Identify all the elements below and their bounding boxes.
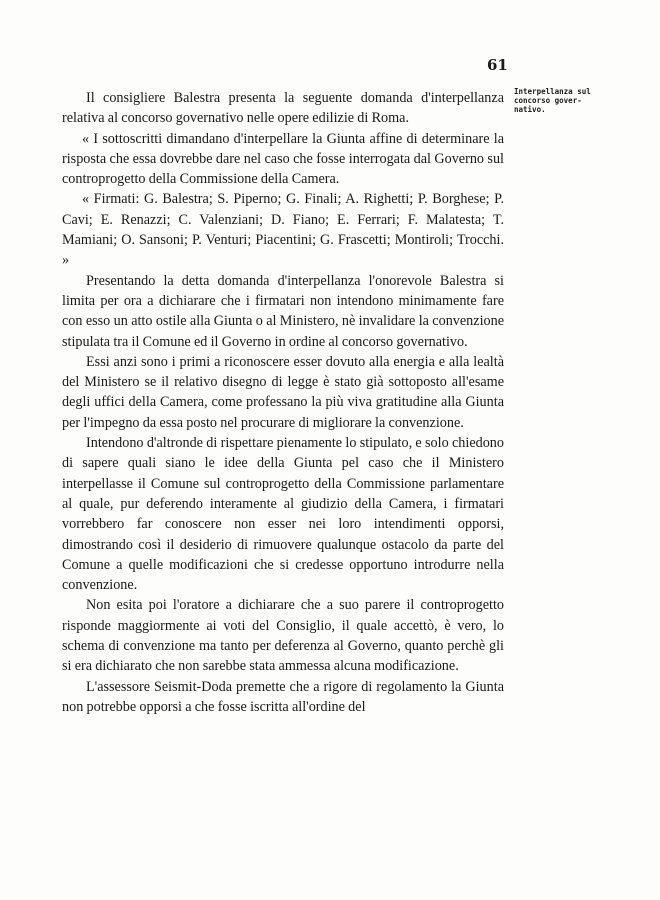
body-text [62, 88, 504, 717]
paragraph-orator-opinion: Non esita poi l'oratore a dichiarare che a suo parere il controprogetto risponde maggiormente ai voti del Consiglio, il quale accettò, è vero, lo schema di convenzione ma tanto per deferenza al Governo, quanto perchè gli si era dichiarato che non sarebbe stata ammessa alcuna modificazione. [62, 597, 504, 675]
paragraph-recognition: Essi anzi sono i primi a riconoscere esser dovuto alla energia e alla lealtà del Ministero se il relativo disegno di legge è stato già sottoposto all'esame degli uffici della Camera, come professano la più viva gratitudine alla Giunta per l'impegno da essa posto nel procurare di migliorare la convenzione. [62, 353, 504, 431]
paragraph-intentions: Intendono d'altronde di rispettare pienamente lo stipulato, e solo chiedono di sapere quali siano le idee della Giunta pel caso che il Ministero interpellasse il Comune sul controprogetto della Commissione parlamentare al quale, pur deferendo interamente al giudizio della Camera, i firmatari vorrebbero far conoscere non esser nei loro intendimenti opporsi, dimostrando così il desiderio di rimuovere qualunque ostacolo da parte del Comune a quelle modificazioni che si credesse opportuno introdurre nella convenzione. [62, 435, 504, 594]
paragraph-signatories: « Firmati: G. Balestra; S. Piperno; G. Finali; A. Righetti; P. Borghese; P. Cavi; E. Renazzi; C. Valenziani; D. Fiano; E. Ferrari; F. Malatesta; T. Mamiani; O. Sansoni; P. Venturi; Piacentini; G. Frascetti; Montiroli; Trocchi. » [62, 191, 504, 269]
paragraph-balestra-statement: Presentando la detta domanda d'interpellanza l'onorevole Balestra si limita per ora a dichiarare che i firmatari non intendono minimamente fare con esso un atto ostile alla Giunta o al Ministero, nè invalidare la convenzione stipulata tra il Comune ed il Governo in ordine al concorso governativo. [62, 272, 504, 350]
margin-note: Interpellanza sul concorso gover- nativo. [514, 87, 591, 114]
paragraph-quoted-request: « I sottoscritti dimandano d'interpellare la Giunta affine di determinare la risposta che essa dovrebbe dare nel caso che fosse interrogata dal Governo sul controprogetto della Commissione della Camera. [62, 130, 504, 188]
page-number: 61 [487, 56, 508, 74]
paragraph-interpellanza-intro: Il consigliere Balestra presenta la seguente domanda d'interpellanza relativa al concorso governativo nelle opere edilizie di Roma. [62, 90, 504, 127]
paragraph-seismit-doda: L'assessore Seismit-Doda premette che a rigore di regolamento la Giunta non potrebbe opporsi a che fosse iscritta all'ordine del [62, 678, 504, 715]
